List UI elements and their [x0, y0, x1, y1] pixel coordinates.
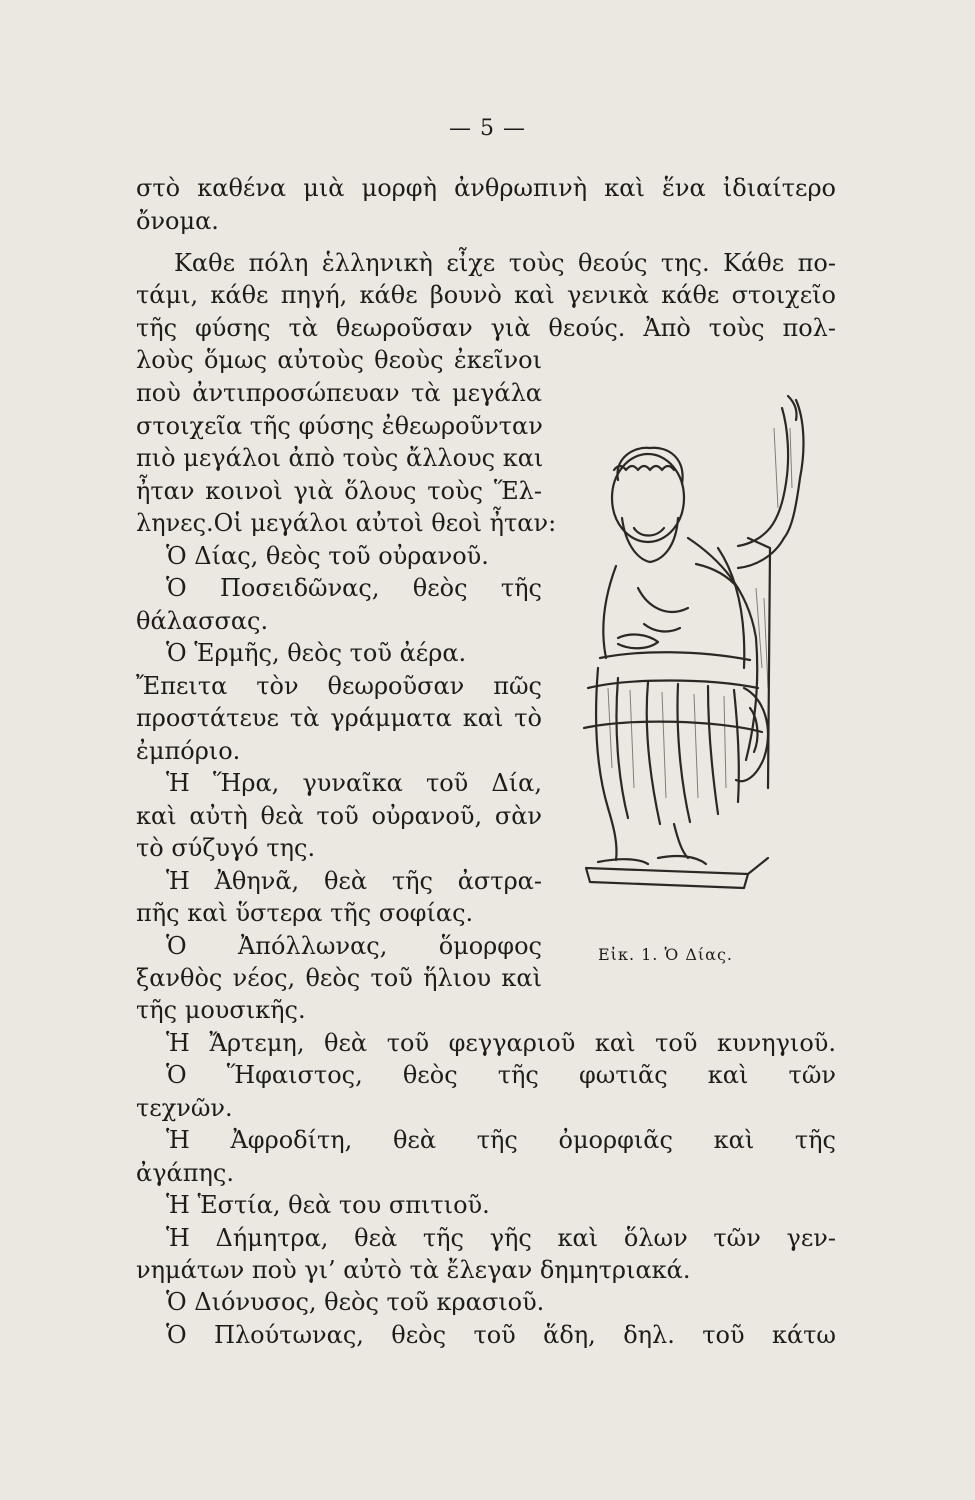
text-line: Ἡ Ἥρα, γυναῖκα τοῦ Δία,	[166, 769, 542, 797]
text-line: καὶ αὐτὴ θεὰ τοῦ οὐρανοῦ, σὰν	[136, 802, 542, 830]
text-line: Ὁ Ἑρμῆς, θεὸς τοῦ ἀέρα.	[166, 639, 467, 667]
text-line: στὸ καθένα μιὰ μορφὴ ἀνθρωπινὴ καὶ ἕνα ἰδιαίτερο	[136, 174, 836, 202]
text-line: προστάτευε τὰ γράμματα καὶ τὸ	[136, 704, 542, 732]
text-line: ξανθὸς νέος, θεὸς τοῦ ἥλιου καὶ	[136, 964, 542, 992]
text-line: Ἡ Ἄρτεμη, θεὰ τοῦ φεγγαριοῦ καὶ τοῦ κυνηγιοῦ.	[166, 1029, 836, 1057]
text-line: ἐμπόριο.	[136, 737, 241, 765]
text-line: νημάτων ποὺ γι’ αὐτὸ τὰ ἔλεγαν δημητριακά.	[136, 1256, 691, 1284]
text-line: ἀγάπης.	[136, 1159, 234, 1187]
page-number: — 5 —	[449, 116, 526, 141]
text-line: Ὁ Ποσειδῶνας, θεὸς τῆς	[166, 574, 542, 602]
text-line: πῆς καὶ ὕστερα τῆς σοφίας.	[136, 899, 474, 927]
text-line: Ἡ Ἀθηνᾶ, θεὰ τῆς ἀστρα-	[166, 867, 542, 895]
text-line: Ὁ Πλούτωνας, θεὸς τοῦ ἅδη, δηλ. τοῦ κάτω	[166, 1321, 836, 1349]
text-line: τὸ σύζυγό της.	[136, 834, 316, 862]
text-line: Ἡ Ἑστία, θεὰ του σπιτιοῦ.	[166, 1191, 490, 1219]
text-line: στοιχεῖα τῆς φύσης ἐθεωροῦνταν	[136, 412, 543, 440]
text-line: Ὁ Διόνυσος, θεὸς τοῦ κρασιοῦ.	[166, 1288, 545, 1316]
text-line: ὄνομα.	[136, 207, 219, 235]
text-line: Ὁ Ἀπόλλωνας, ὅμορφος	[166, 932, 542, 960]
text-line: Ὁ Ἥφαιστος, θεὸς τῆς φωτιᾶς καὶ τῶν	[166, 1061, 836, 1089]
text-line: Ὁ Δίας, θεὸς τοῦ οὐρανοῦ.	[166, 542, 489, 570]
text-line: ἦταν κοινοὶ γιὰ ὅλους τοὺς Ἕλ-	[136, 477, 542, 505]
text-line: λοὺς ὅμως αὐτοὺς θεοὺς ἐκεῖνοι	[136, 346, 542, 374]
text-line: Καθε πόλη ἑλληνικὴ εἶχε τοὺς θεούς της. Κάθε πο-	[174, 249, 836, 277]
text-line: πιὸ μεγάλοι ἀπὸ τοὺς ἄλλους και	[136, 444, 544, 472]
text-line: θάλασσας.	[136, 607, 269, 635]
figure-caption: Εἰκ. 1. Ὁ Δίας.	[598, 945, 733, 964]
text-line: τάμι, κάθε πηγή, κάθε βουνὸ καὶ γενικὰ κάθε στοιχεῖο	[136, 281, 836, 309]
text-line: τῆς φύσης τὰ θεωροῦσαν γιὰ θεούς. Ἀπὸ τοὺς πολ-	[136, 314, 836, 342]
text-line: Ἡ Ἀφροδίτη, θεὰ τῆς ὀμορφιᾶς καὶ τῆς	[166, 1126, 836, 1154]
text-line: τῆς μουσικῆς.	[136, 996, 306, 1024]
text-line: Ἡ Δήμητρα, θεὰ τῆς γῆς καὶ ὅλων τῶν γεν-	[166, 1224, 836, 1252]
text-line: ποὺ ἀντιπροσώπευαν τὰ μεγάλα	[136, 379, 542, 407]
zeus-statue-illustration	[578, 388, 818, 908]
text-line: ληνες.Οἱ μεγάλοι αὐτοὶ θεοὶ ἦταν:	[136, 509, 557, 537]
text-line: Ἔπειτα τὸν θεωροῦσαν πῶς	[136, 672, 542, 700]
text-line: τεχνῶν.	[136, 1094, 233, 1122]
